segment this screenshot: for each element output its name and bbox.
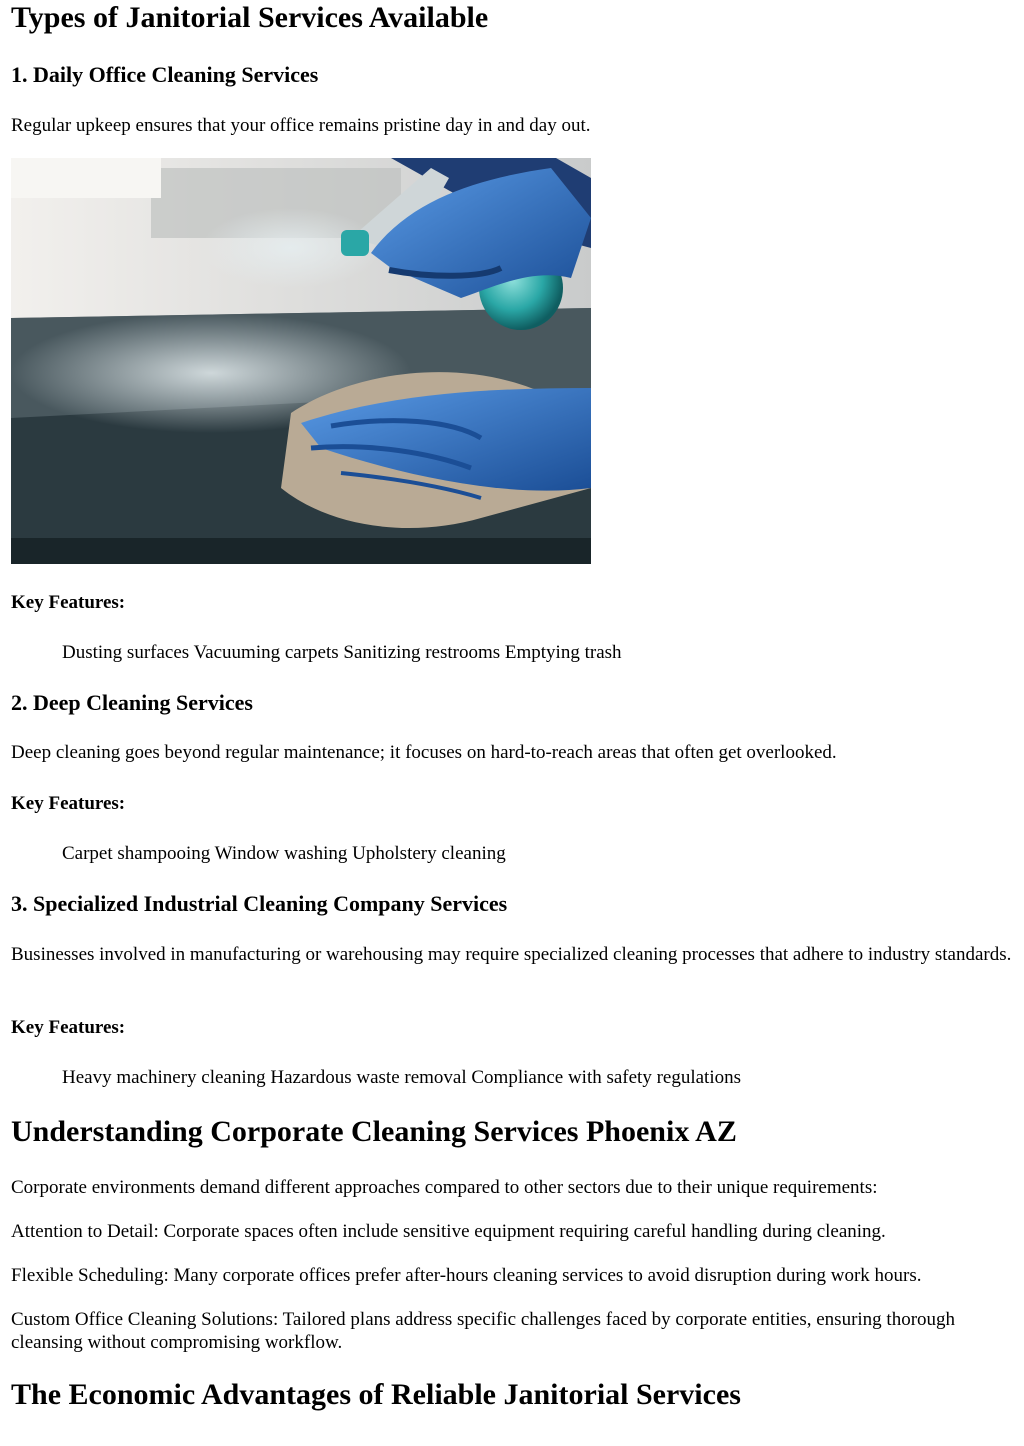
- corporate-point-detail: Attention to Detail: Corporate spaces often include sensitive equipment requiring careful handling during cleaning.: [11, 1221, 886, 1242]
- section-heading-industrial: 3. Specialized Industrial Cleaning Company Services: [11, 891, 508, 916]
- key-features-label-daily: Key Features:: [11, 592, 126, 613]
- key-features-label-deep: Key Features:: [11, 793, 126, 814]
- cleaning-photo: [11, 158, 591, 564]
- section-heading-deep: 2. Deep Cleaning Services: [11, 690, 253, 715]
- section-heading-daily: 1. Daily Office Cleaning Services: [11, 62, 319, 87]
- section-intro-daily: Regular upkeep ensures that your office remains pristine day in and day out.: [11, 115, 591, 136]
- section-intro-deep: Deep cleaning goes beyond regular maintenance; it focuses on hard-to-reach areas that often get overlooked.: [11, 742, 837, 763]
- key-features-label-industrial: Key Features:: [11, 1017, 126, 1038]
- corporate-point-custom: Custom Office Cleaning Solutions: Tailored plans address specific challenges faced by corporate entities, ensuring thorough cleansing without compromising workflow.: [11, 1309, 956, 1353]
- corporate-intro: Corporate environments demand different approaches compared to other sectors due to their unique requirements:: [11, 1177, 878, 1198]
- section-intro-industrial: Businesses involved in manufacturing or warehousing may require specialized cleaning processes that adhere to industry standards.: [11, 944, 1012, 965]
- page-title: Types of Janitorial Services Available: [11, 1, 489, 34]
- corporate-heading: Understanding Corporate Cleaning Services Phoenix AZ: [11, 1115, 737, 1148]
- corporate-point-scheduling: Flexible Scheduling: Many corporate offices prefer after-hours cleaning services to avoid disruption during work hours.: [11, 1265, 922, 1286]
- features-list-deep: Carpet shampooing Window washing Upholstery cleaning: [62, 843, 506, 864]
- economic-heading: The Economic Advantages of Reliable Janitorial Services: [11, 1378, 741, 1411]
- features-list-daily: Dusting surfaces Vacuuming carpets Sanitizing restrooms Emptying trash: [62, 642, 622, 663]
- features-list-industrial: Heavy machinery cleaning Hazardous waste removal Compliance with safety regulations: [62, 1067, 742, 1088]
